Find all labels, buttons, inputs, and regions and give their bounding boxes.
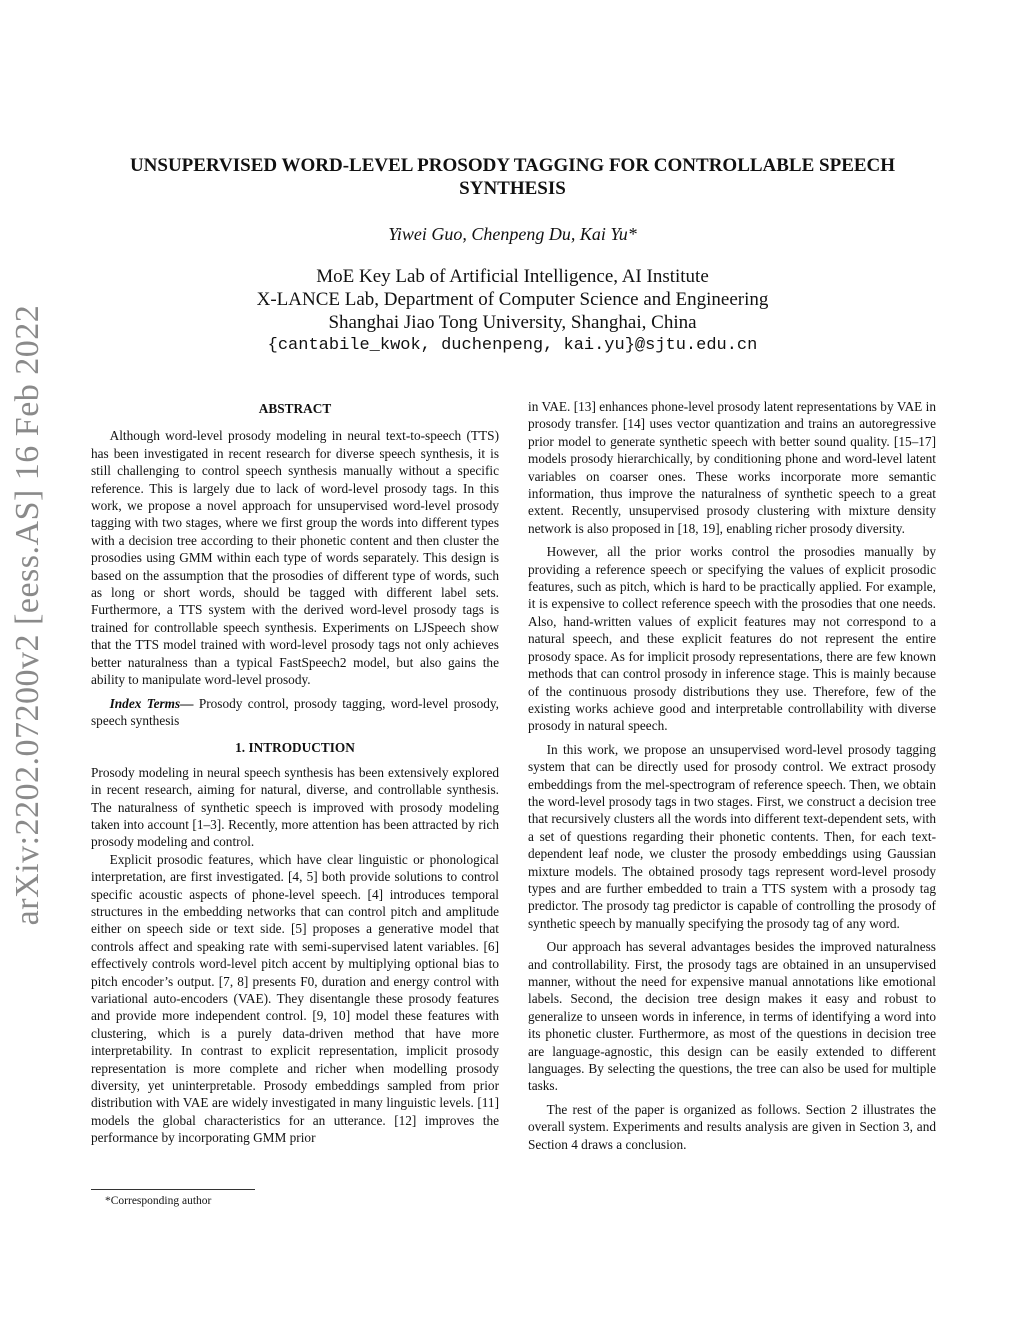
author-emails: {cantabile_kwok, duchenpeng, kai.yu}@sjtu.edu.cn [267,336,758,355]
index-terms-text: Prosody control, prosody tagging, word-level prosody, speech synthesis [91,695,499,728]
index-terms [91,695,499,730]
author-list: Yiwei Guo, Chenpeng Du, Kai Yu* [388,224,637,244]
intro-paragraph-1: Prosody modeling in neural speech synthesis has been extensively explored in recent research, aiming for natural, diverse, and controllable synthesis. The naturalness of synthetic speech is improved with prosody modeling taken into account [1–3]. Recently, more attention has been attracted by rich prosody modeling and control. [91,764,499,850]
affiliation-block [90,265,935,357]
intro-paragraph-5: Our approach has several advantages besides the improved naturalness and controllability. First, the prosody tags are obtained in an unsupervised manner, without the need for expensive manual annotations like emotional labels. Second, the decision tree design makes it easy and robust to generalize to unseen words in inference, in terms of identifying a word into its phonetic cluster. Furthermore, as most of the questions in decision tree are language-agnostic, this design can be easily extended to different languages. By selecting the questions, the tree can also be used for multiple tasks. [528,939,936,1094]
intro-paragraph-3: However, all the prior works control the prosodies manually by providing a reference speech or specifying the values of explicit prosodic features, such as pitch, which is hard to be practically applied. For example, it is expensive to collect reference speech with the prosodies that one needs. Also, hand-written values of explicit features may not correspond to a natural speech, and these explicit features do not represent the entire prosody space. As for implicit prosody representations, there are few known methods that can control prosody in inference stage. This is mainly because of the continuous prosody distributions they use. Therefore, few of the existing works achieve good and interpretable controllability with diverse prosody in natural speech. [528,544,936,734]
abstract-body: Although word-level prosody modeling in neural text-to-speech (TTS) has been investigated in recent research for diverse speech synthesis, it is still challenging to control speech synthesis manually without a specific reference. This is largely due to lack of word-level prosody tags. In this work, we propose a novel approach for unsupervised word-level prosody tagging with two stages, where we first group the words into different types with a decision tree according to their phonetic content and then cluster the prosodies using GMM within each type of words separately. This design is based on the assumption that the prosodies of different type of words, such as long or short words, should be tagged with different label sets. Furthermore, a TTS system with the derived word-level prosody tags is trained for controllable speech synthesis. Experiments on LJSpeech show that the TTS model trained with word-level prosody tags not only achieves better naturalness than a typical FastSpeech2 model, but also gains the ability to manipulate word-level prosody. [91,428,499,688]
footnote: *Corresponding author [105,1195,212,1207]
left-column [91,398,499,1147]
intro-paragraph-4: In this work, we propose an unsupervised word-level prosody tagging system that can be directly used for prosody control. We extract prosody embeddings from the mel-spectrogram of reference speech. Then, we obtain the word-level prosody tags in two stages. First, we construct a decision tree that recursively clusters all the words into different text-dependent sets, with a set of questions regarding their phonetic contents. Then, for each text-dependent leaf node, we cluster the prosody embeddings using Gaussian mixture models. The obtained prosody tags represent word-level prosody types and are further embedded to train a TTS system with a prosody tag predictor. The prosody tag predictor is capable of controlling the prosody of synthetic speech by manually specifying the prosody tag of any word. [528,741,936,931]
affiliation-line-3: Shanghai Jiao Tong University, Shanghai, China [328,312,697,333]
arxiv-identifier-stamp: arXiv:2202.07200v2 [eess.AS] 16 Feb 2022 [9,304,46,926]
intro-paragraph-2: Explicit prosodic features, which have clear linguistic or phonological interpretation, are first investigated. [4, 5] both provide solutions to control specific acoustic aspects of phone-level speech. [4] introduces temporal structures in the embedding networks that can control pitch and amplitude either on speech side or text side. [5] proposes a generative model that controls affect and speaking rate with semi-supervised latent variables. [6] effectively controls word-level pitch accent by multiplying optional bias to pitch encoder’s output. [7, 8] presents F0, duration and energy control with variational auto-encoders (VAE). They disentangle these prosody features and provide more independent control. [9, 10] model these features with clustering, which is a purely data-driven method that have more interpretability. In contrast to explicit representation, implicit prosody representation is more complete and richer when modelling prosody diversity, yet uninterpretable. Prosody embeddings sampled from prior distribution with VAE are widely investigated in many linguistic levels. [11] models the global characteristics for an utterance. [12] improves the performance by incorporating GMM prior [91,851,499,1146]
intro-paragraph-6: The rest of the paper is organized as follows. Section 2 illustrates the overall system. Experiments and results analysis are given in Section 3, and Section 4 draws a conclusion. [528,1101,936,1152]
right-column [528,398,936,1153]
index-terms-label: Index Terms— [109,695,194,711]
paper-title: UNSUPERVISED WORD-LEVEL PROSODY TAGGING FOR CONTROLLABLE SPEECH SYNTHESIS [129,155,896,199]
footnote-divider [91,1189,255,1190]
introduction-heading: 1. INTRODUCTION [235,740,355,756]
intro-paragraph-2-continued: in VAE. [13] enhances phone-level prosody latent representations by VAE in prosody transfer. [14] uses vector quantization and trains an autoregressive prior model to generate synthetic speech with better sound quality. [15–17] models prosody hierarchically, by conditioning phone and word-level latent variables on coarser ones. These works incorporate more semantic information, thus improve the naturalness of synthetic speech to a great extent. Recently, unsupervised prosody clustering with mixture density network is also proposed in [18, 19], enabling richer prosody diversity. [528,399,936,536]
abstract-heading: ABSTRACT [258,401,332,416]
affiliation-line-1: MoE Key Lab of Artificial Intelligence, AI Institute [316,266,709,287]
affiliation-line-2: X-LANCE Lab, Department of Computer Science and Engineering [256,289,769,310]
